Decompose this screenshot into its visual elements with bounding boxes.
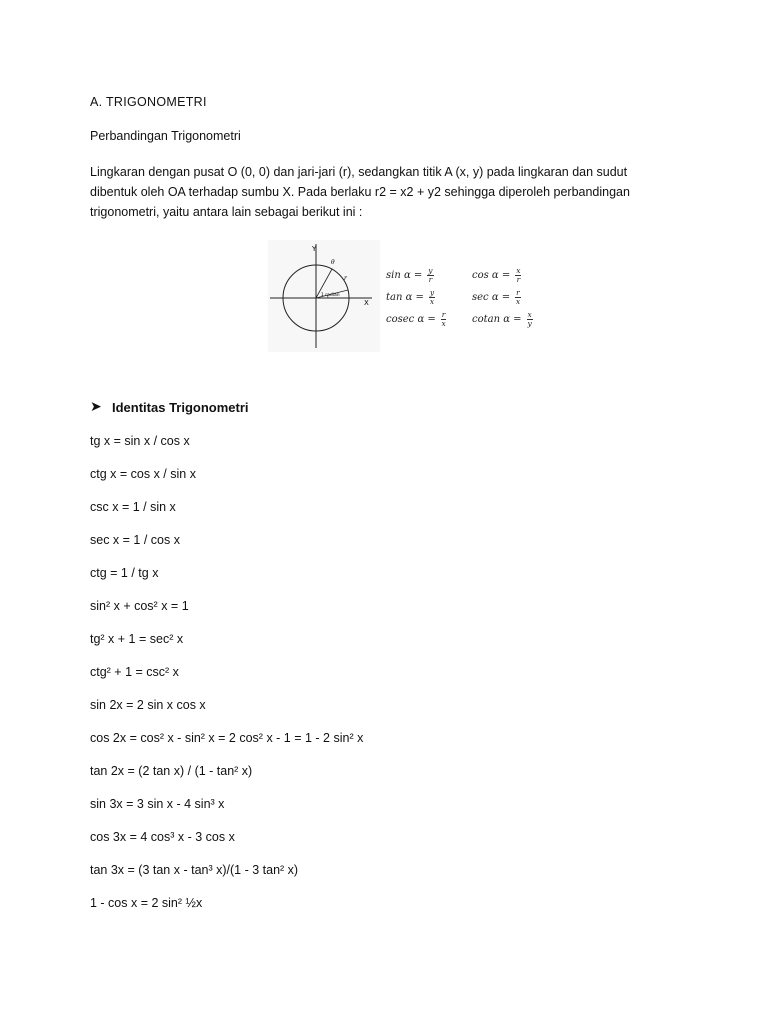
- formula-row: [386, 286, 558, 308]
- identity-line: ctg x = cos x / sin x: [90, 467, 196, 481]
- identity-line: cos 2x = cos² x - sin² x = 2 cos² x - 1 = 1 - 2 sin² x: [90, 731, 364, 745]
- paragraph-line: trigonometri, yaitu antara lain sebagai berikut ini :: [90, 205, 363, 219]
- identity-line: csc x = 1 / sin x: [90, 500, 176, 514]
- identity-line: tan 2x = (2 tan x) / (1 - tan² x): [90, 764, 253, 778]
- subsection-title: Perbandingan Trigonometri: [90, 129, 241, 143]
- section-title: A. TRIGONOMETRI: [90, 95, 207, 109]
- identity-line: sin 3x = 3 sin x - 4 sin³ x: [90, 797, 225, 811]
- ratio-formulas: [386, 264, 558, 330]
- formula-row: [386, 264, 558, 286]
- formula-cos: cos α = $\frac{x}{r}$: [472, 265, 521, 284]
- identity-line: sec x = 1 / cos x: [90, 533, 180, 547]
- unit-circle-figure: [268, 240, 540, 352]
- identity-line: cos 3x = 4 cos³ x - 3 cos x: [90, 830, 235, 844]
- identity-line: ctg = 1 / tg x: [90, 566, 159, 580]
- identity-line: sin² x + cos² x = 1: [90, 599, 189, 613]
- angle-label: 1 radian: [321, 293, 340, 298]
- identity-line: ctg² + 1 = csc² x: [90, 665, 179, 679]
- paragraph-line: dibentuk oleh OA terhadap sumbu X. Pada berlaku r2 = x2 + y2 sehingga diperoleh perbandingan: [90, 185, 630, 199]
- paragraph-line: Lingkaran dengan pusat O (0, 0) dan jari-jari (r), sedangkan titik A (x, y) pada lingkaran dan sudut: [90, 165, 628, 179]
- identity-line: tan 3x = (3 tan x - tan³ x)/(1 - 3 tan² x): [90, 863, 299, 877]
- theta-label: θ: [331, 259, 335, 266]
- axis-y-label: Y: [312, 245, 317, 253]
- formula-sin: sin α = $\frac{y}{r}$: [386, 265, 433, 284]
- intro-paragraph: [90, 162, 650, 222]
- identity-line: sin 2x = 2 sin x cos x: [90, 698, 206, 712]
- identities-heading: Identitas Trigonometri: [112, 400, 249, 415]
- formula-cotan: cotan α = $\frac{x}{y}$: [472, 309, 532, 328]
- identity-line: tg x = sin x / cos x: [90, 434, 190, 448]
- arrowhead-bullet-icon: ➤: [90, 398, 102, 414]
- formula-sec: sec α = $\frac{r}{x}$: [472, 287, 521, 306]
- identity-line: 1 - cos x = 2 sin² ½x: [90, 896, 203, 910]
- axis-x-label: X: [364, 299, 369, 307]
- formula-cosec: cosec α = $\frac{r}{x}$: [386, 309, 446, 328]
- formula-tan: tan α = $\frac{y}{x}$: [386, 287, 435, 306]
- formula-row: [386, 308, 558, 330]
- radius-label: r: [344, 275, 347, 282]
- identity-line: tg² x + 1 = sec² x: [90, 632, 184, 646]
